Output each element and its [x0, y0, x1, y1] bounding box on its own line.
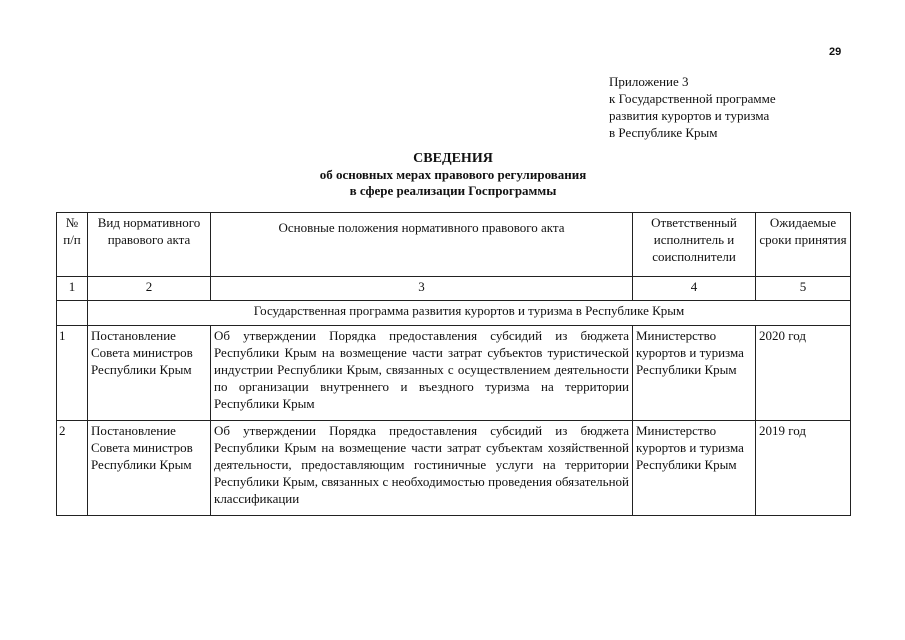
appendix-line: к Государственной программе [609, 91, 776, 106]
header-act-type: Вид нормативного правового акта [88, 213, 211, 277]
title-main: СВЕДЕНИЯ [413, 151, 493, 166]
row-term: 2020 год [756, 326, 851, 421]
row-executor: Министерство курортов и туризма Республики Крым [633, 421, 756, 516]
column-number: 5 [756, 277, 851, 301]
row-main-provisions: Об утверждении Порядка предоставления субсидий из бюджета Республики Крым на возмещение части затрат субъектов туристической индустрии Республики Крым, связанных с осуществлением деятельности по организации внутреннего и въездного туризма на территории Республики Крым [211, 326, 633, 421]
row-executor: Министерство курортов и туризма Республики Крым [633, 326, 756, 421]
header-term: Ожидаемые сроки принятия [756, 213, 851, 277]
title-subtitle-1: об основных мерах правового регулирования [319, 167, 587, 182]
appendix-line: Приложение 3 [609, 74, 689, 89]
section-empty-cell [57, 301, 88, 326]
row-number: 1 [57, 326, 88, 421]
document-title [200, 150, 706, 199]
header-executor: Ответственный исполнитель и соисполнители [633, 213, 756, 277]
column-number: 2 [88, 277, 211, 301]
column-number: 1 [57, 277, 88, 301]
table-header-row [57, 213, 851, 277]
column-number: 4 [633, 277, 756, 301]
section-title: Государственная программа развития курортов и туризма в Республике Крым [88, 301, 851, 326]
table-row [57, 421, 851, 516]
row-number: 2 [57, 421, 88, 516]
measures-table [56, 212, 851, 516]
column-number: 3 [211, 277, 633, 301]
table-row [57, 326, 851, 421]
title-subtitle-2: в сфере реализации Госпрограммы [349, 183, 557, 198]
column-number-row [57, 277, 851, 301]
appendix-note [609, 73, 776, 141]
appendix-line: развития курортов и туризма [609, 108, 770, 123]
row-act-type: Постановление Совета министров Республики Крым [88, 421, 211, 516]
header-main-provisions: Основные положения нормативного правового акта [211, 213, 633, 277]
row-main-provisions: Об утверждении Порядка предоставления субсидий из бюджета Республики Крым на возмещение части затрат субъектам хозяйственной деятельности, предоставляющим гостиничные услуги на территории Республики Крым, связанных с необходимостью проведения обязательной классификации [211, 421, 633, 516]
header-number: № п/п [57, 213, 88, 277]
row-term: 2019 год [756, 421, 851, 516]
page-number: 29 [829, 46, 842, 58]
appendix-line: в Республике Крым [609, 125, 718, 140]
row-act-type: Постановление Совета министров Республики Крым [88, 326, 211, 421]
section-row [57, 301, 851, 326]
